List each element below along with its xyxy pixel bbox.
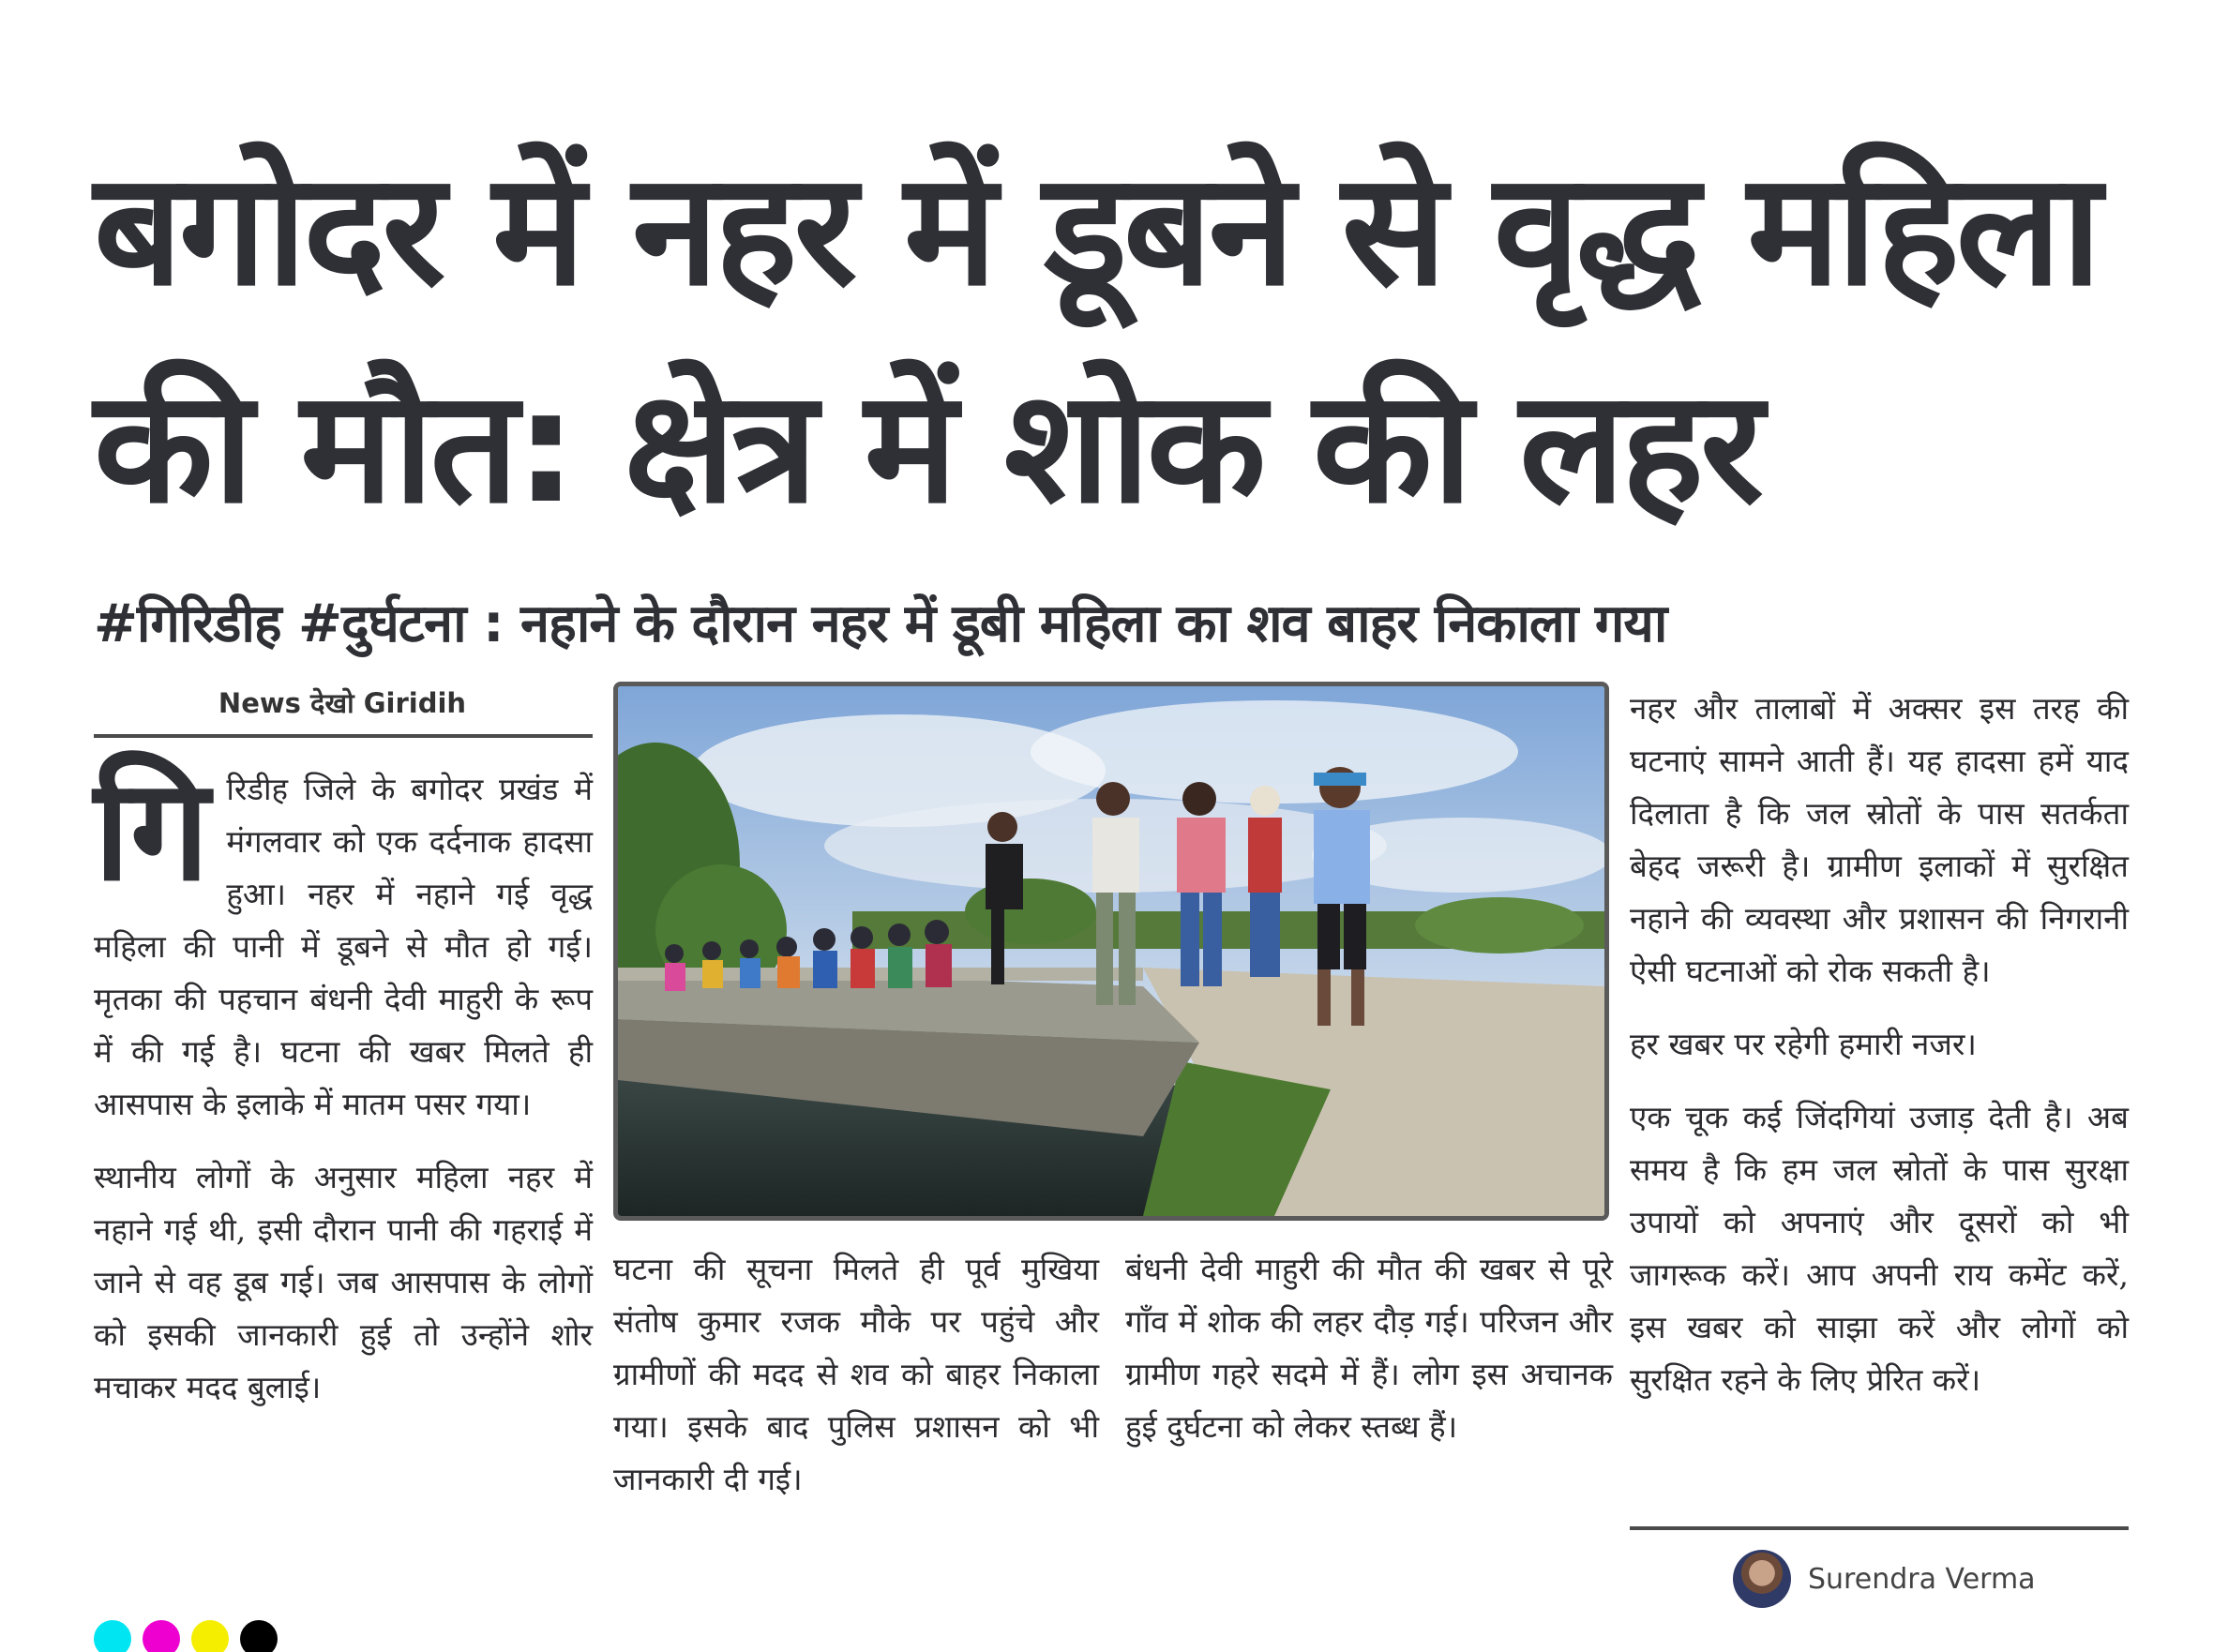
news-photo bbox=[613, 682, 1609, 1221]
dropcap: गि bbox=[94, 749, 210, 912]
headline-line-1: बगोदर में नहर में डूबने से वृद्ध महिला bbox=[94, 140, 2099, 321]
article-column-3 bbox=[1125, 1243, 1613, 1474]
article-paragraph: हर खबर पर रहेगी हमारी नजर। bbox=[1630, 1026, 1977, 1062]
byline-divider bbox=[94, 734, 593, 738]
magenta-dot bbox=[143, 1620, 180, 1652]
author-avatar bbox=[1733, 1550, 1791, 1608]
article-column-4 bbox=[1630, 683, 2129, 1427]
black-dot bbox=[240, 1620, 278, 1652]
article-paragraph: स्थानीय लोगों के अनुसार महिला नहर में नहाने गई थी, इसी दौरान पानी की गहराई में जाने से वह डूब गई। जब आसपास के लोगों को इसकी जानकारी हुई तो उन्होंने शोर मचाकर मदद बुलाई। bbox=[94, 1159, 593, 1405]
author-name: Surendra Verma bbox=[1808, 1562, 2036, 1596]
subheadline: #गिरिडीह #दुर्घटना : नहाने के दौरान नहर में डूबी महिला का शव बाहर निकाला गया bbox=[94, 593, 1667, 654]
article-column-2 bbox=[613, 1243, 1099, 1526]
photo-illustration bbox=[618, 686, 1604, 1216]
registration-marks bbox=[94, 1620, 278, 1652]
yellow-dot bbox=[191, 1620, 229, 1652]
article-paragraph: बंधनी देवी माहुरी की मौत की खबर से पूरे गाँव में शोक की लहर दौड़ गई। परिजन और ग्रामीण गहरे सदमे में हैं। लोग इस अचानक हुई दुर्घटना को लेकर स्तब्ध हैं। bbox=[1125, 1251, 1613, 1445]
cyan-dot bbox=[94, 1620, 131, 1652]
paragraph-text: रिडीह जिले के बगोदर प्रखंड में मंगलवार को एक दर्दनाक हादसा हुआ। नहर में नहाने गई वृद्ध महिला की पानी में डूबने से मौत हो गई। मृतका की पहचान बंधनी देवी माहुरी के रूप में की गई है। घटना की खबर मिलते ही आसपास के इलाके में मातम पसर गया। bbox=[94, 771, 593, 1122]
article-paragraph: एक चूक कई जिंदगियां उजाड़ देती है। अब समय है कि हम जल स्रोतों के पास सुरक्षा उपायों को अपनाएं और दूसरों को भी जागरूक करें। आप अपनी राय कमेंट करें, इस खबर को साझा करें और लोगों को सुरक्षित रहने के लिए प्रेरित करें। bbox=[1630, 1099, 2129, 1398]
headline-line-2: की मौत: क्षेत्र में शोक की लहर bbox=[94, 357, 1760, 538]
article-paragraph: नहर और तालाबों में अक्सर इस तरह की घटनाएं सामने आती हैं। यह हादसा हमें याद दिलाता है कि जल स्रोतों के पास सतर्कता बेहद जरूरी है। ग्रामीण इलाकों में सुरक्षित नहाने की व्यवस्था और प्रशासन की निगरानी ऐसी घटनाओं को रोक सकती है। bbox=[1630, 690, 2129, 989]
author-credit bbox=[1733, 1549, 2036, 1609]
article-column-1 bbox=[94, 749, 593, 1434]
byline: News देखो Giridih bbox=[218, 687, 467, 719]
article-paragraph: घटना की सूचना मिलते ही पूर्व मुखिया संतोष कुमार रजक मौके पर पहुंचे और ग्रामीणों की मदद से शव को बाहर निकाला गया। इसके बाद पुलिस प्रशासन को भी जानकारी दी गई। bbox=[613, 1251, 1099, 1497]
article-paragraph bbox=[94, 749, 593, 1131]
author-divider bbox=[1630, 1526, 2129, 1530]
headline bbox=[94, 122, 2157, 557]
